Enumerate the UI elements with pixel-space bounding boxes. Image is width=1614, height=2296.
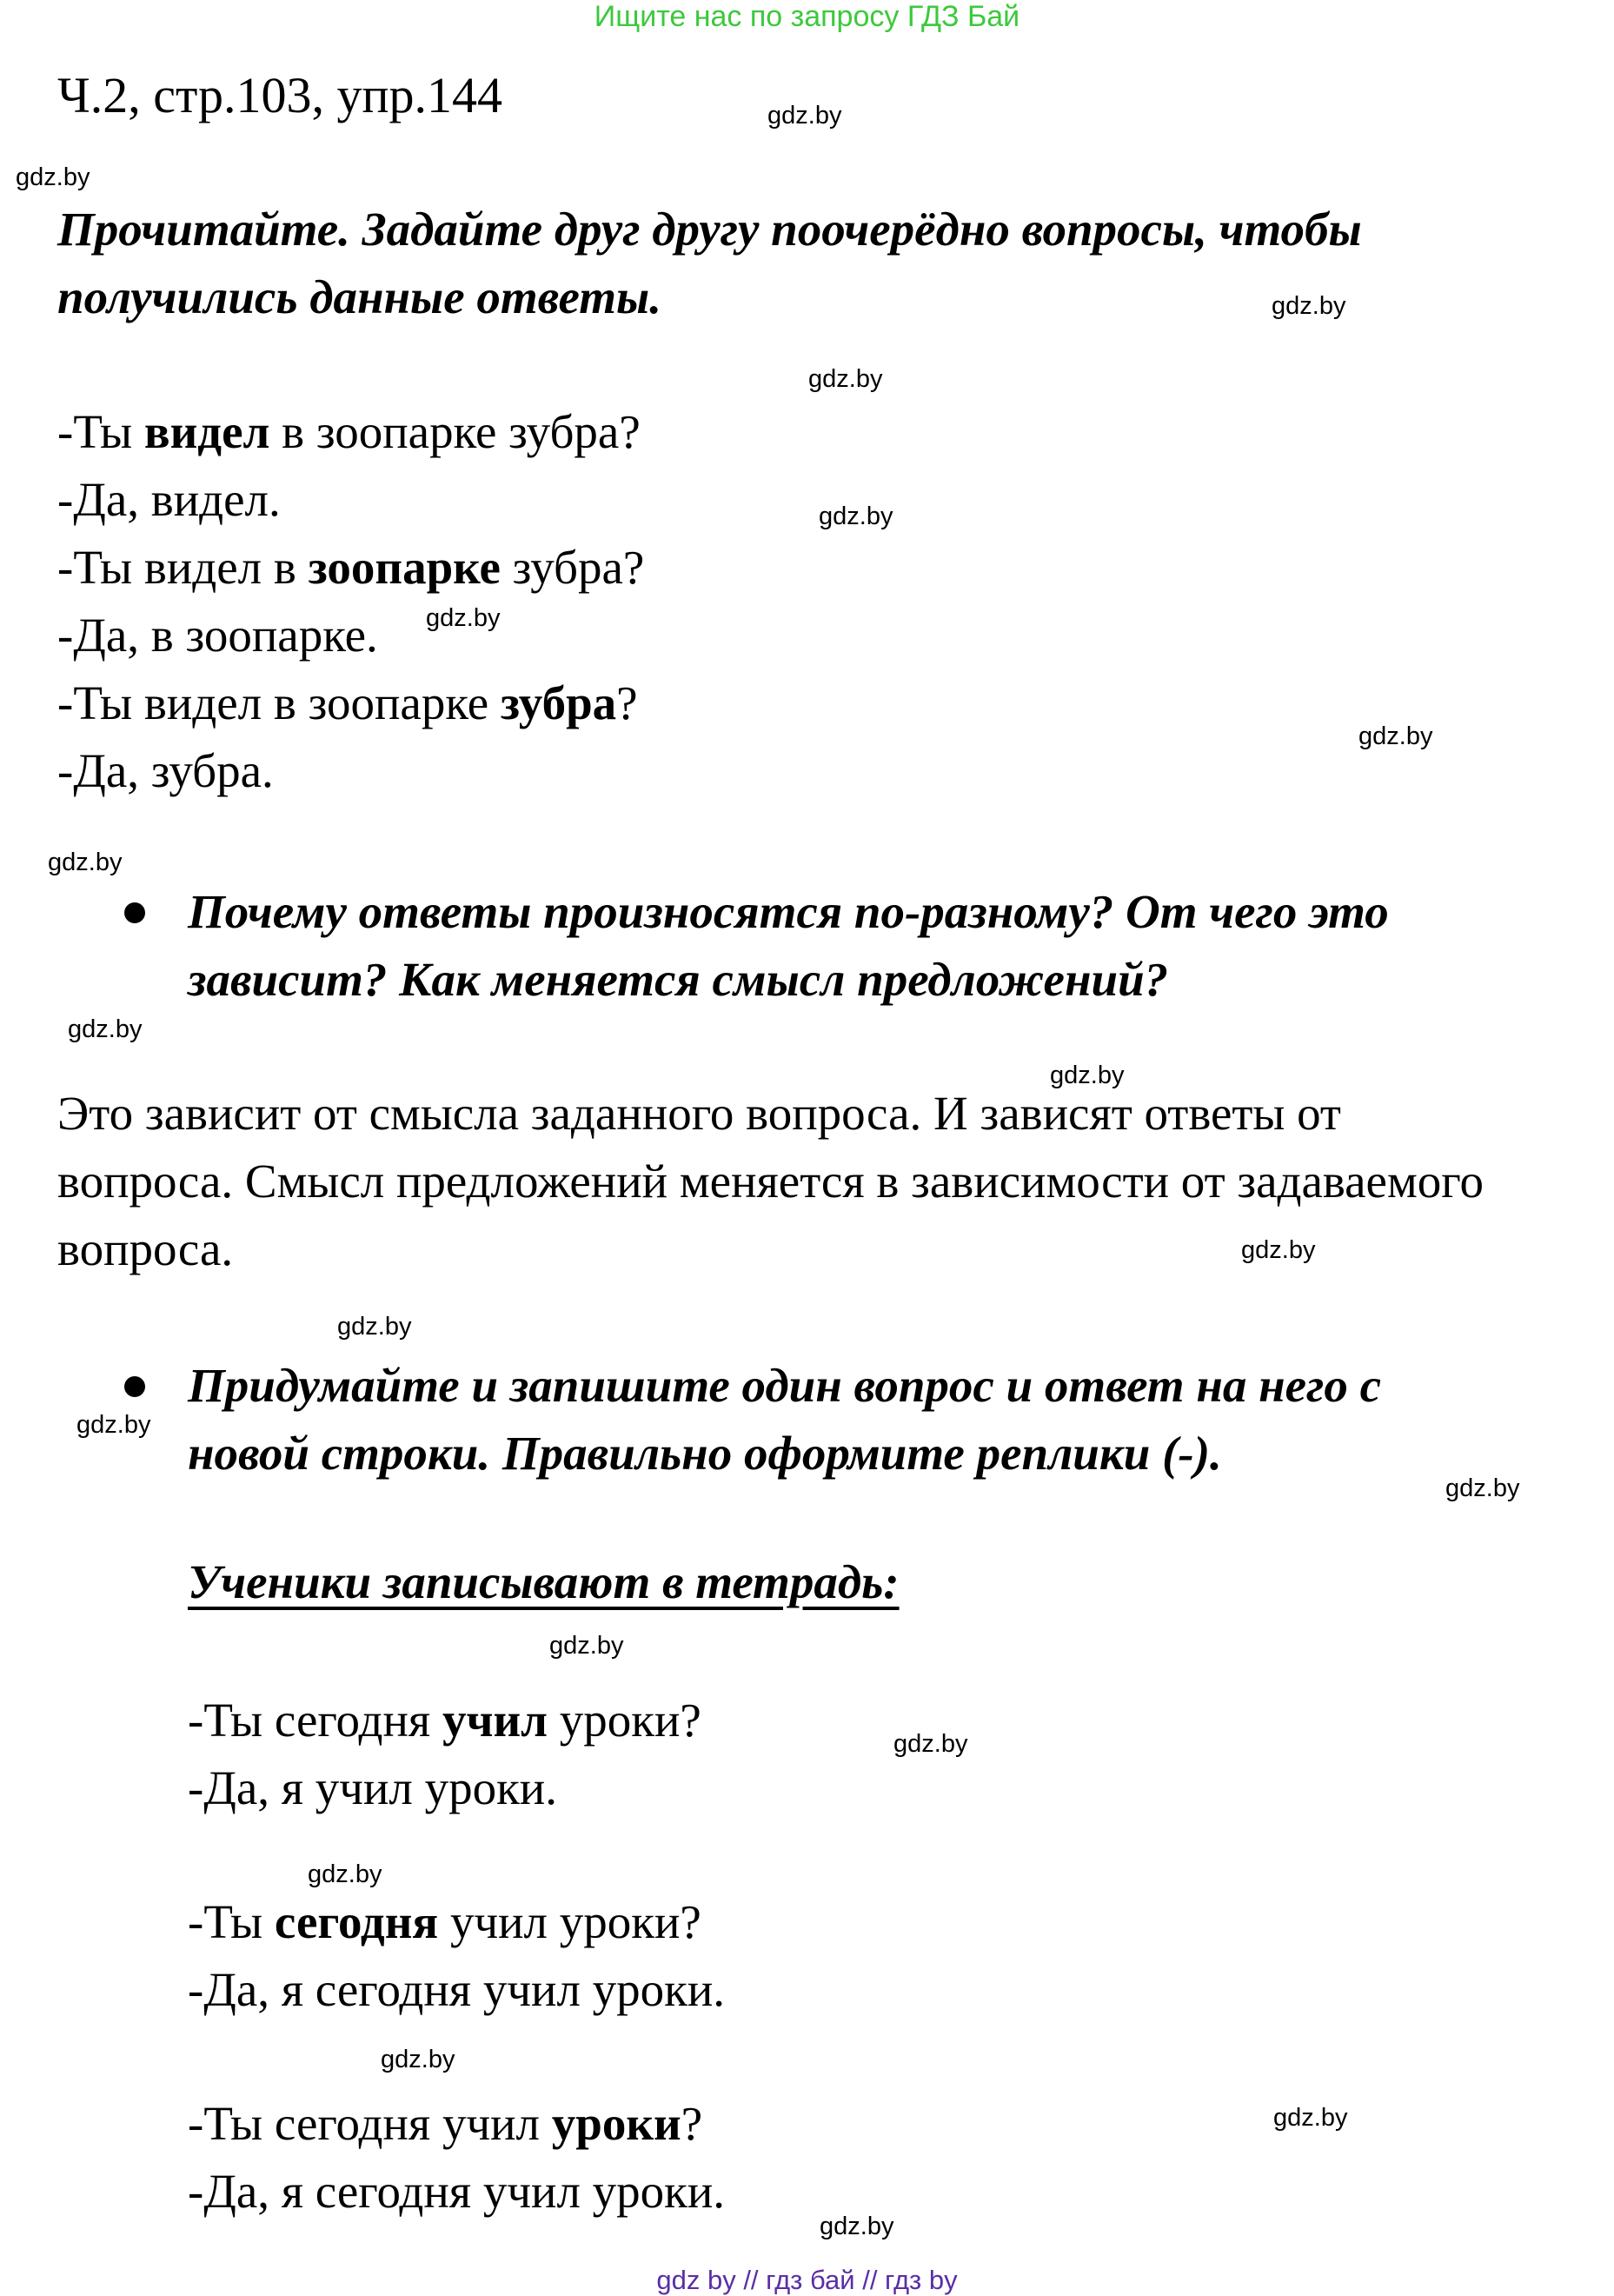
dialog-2-line-3: -Ты сегодня учил уроки? (188, 1895, 701, 1948)
answer-line-1: Это зависит от смысла заданного вопроса. И зависят ответы от (57, 1087, 1341, 1140)
search-banner: Ищите нас по запросу ГДЗ Бай (594, 0, 1020, 33)
watermark: gdz.by (767, 102, 842, 130)
watermark: gdz.by (819, 502, 893, 530)
watermark: gdz.by (76, 1411, 151, 1439)
dialog-2-line-6: -Да, я сегодня учил уроки. (188, 2165, 726, 2218)
watermark: gdz.by (337, 1313, 412, 1341)
dialog-2-line-2: -Да, я учил уроки. (188, 1761, 557, 1814)
task-3-line-1: Придумайте и запишите один вопрос и ответ на него с (188, 1359, 1382, 1412)
watermark: gdz.by (808, 365, 883, 393)
watermark: gdz.by (308, 1860, 382, 1888)
dialog-2-line-5: -Ты сегодня учил уроки? (188, 2097, 703, 2150)
dialog-1-line-6: -Да, зубра. (57, 744, 274, 797)
watermark: gdz.by (1272, 292, 1346, 320)
watermark: gdz.by (1358, 722, 1433, 750)
dialog-1-line-2: -Да, видел. (57, 473, 281, 526)
task-3-line-2: новой строки. Правильно оформите реплики (-). (188, 1427, 1222, 1480)
dialog-1-line-5: -Ты видел в зоопарке зубра? (57, 676, 638, 729)
watermark: gdz.by (549, 1632, 624, 1660)
watermark: gdz.by (426, 604, 501, 632)
dialog-2-line-1: -Ты сегодня учил уроки? (188, 1694, 701, 1747)
watermark: gdz.by (1445, 1474, 1520, 1502)
notebook-heading: Ученики записывают в тетрадь: (188, 1555, 900, 1608)
dialog-1-line-1: -Ты видел в зоопарке зубра? (57, 405, 641, 458)
exercise-header: Ч.2, стр.103, упр.144 (57, 67, 503, 123)
dialog-1-line-3: -Ты видел в зоопарке зубра? (57, 541, 645, 594)
watermark: gdz.by (893, 1730, 968, 1758)
answer-line-2: вопроса. Смысл предложений меняется в зависимости от задаваемого (57, 1155, 1484, 1208)
task-2-line-1: Почему ответы произносятся по-разному? От чего это (188, 885, 1389, 938)
bullet-icon (124, 1376, 145, 1397)
watermark: gdz.by (68, 1015, 143, 1043)
bullet-icon (124, 902, 145, 923)
dialog-1-line-4: -Да, в зоопарке. (57, 609, 378, 662)
task-1-line-2: получились данные ответы. (57, 270, 661, 323)
watermark: gdz.by (1241, 1236, 1316, 1264)
task-1-line-1: Прочитайте. Задайте друг другу поочерёдно вопросы, чтобы (57, 203, 1362, 256)
watermark: gdz.by (48, 849, 123, 876)
watermark: gdz.by (820, 2213, 894, 2240)
watermark: gdz.by (1050, 1061, 1125, 1089)
watermark: gdz.by (381, 2046, 455, 2073)
footer-links: gdz by // гдз бай // гдз by (656, 2265, 958, 2295)
answer-line-3: вопроса. (57, 1222, 234, 1275)
dialog-2-line-4: -Да, я сегодня учил уроки. (188, 1963, 726, 2016)
watermark: gdz.by (16, 163, 90, 191)
task-2-line-2: зависит? Как меняется смысл предложений? (188, 953, 1169, 1006)
watermark: gdz.by (1273, 2104, 1348, 2132)
